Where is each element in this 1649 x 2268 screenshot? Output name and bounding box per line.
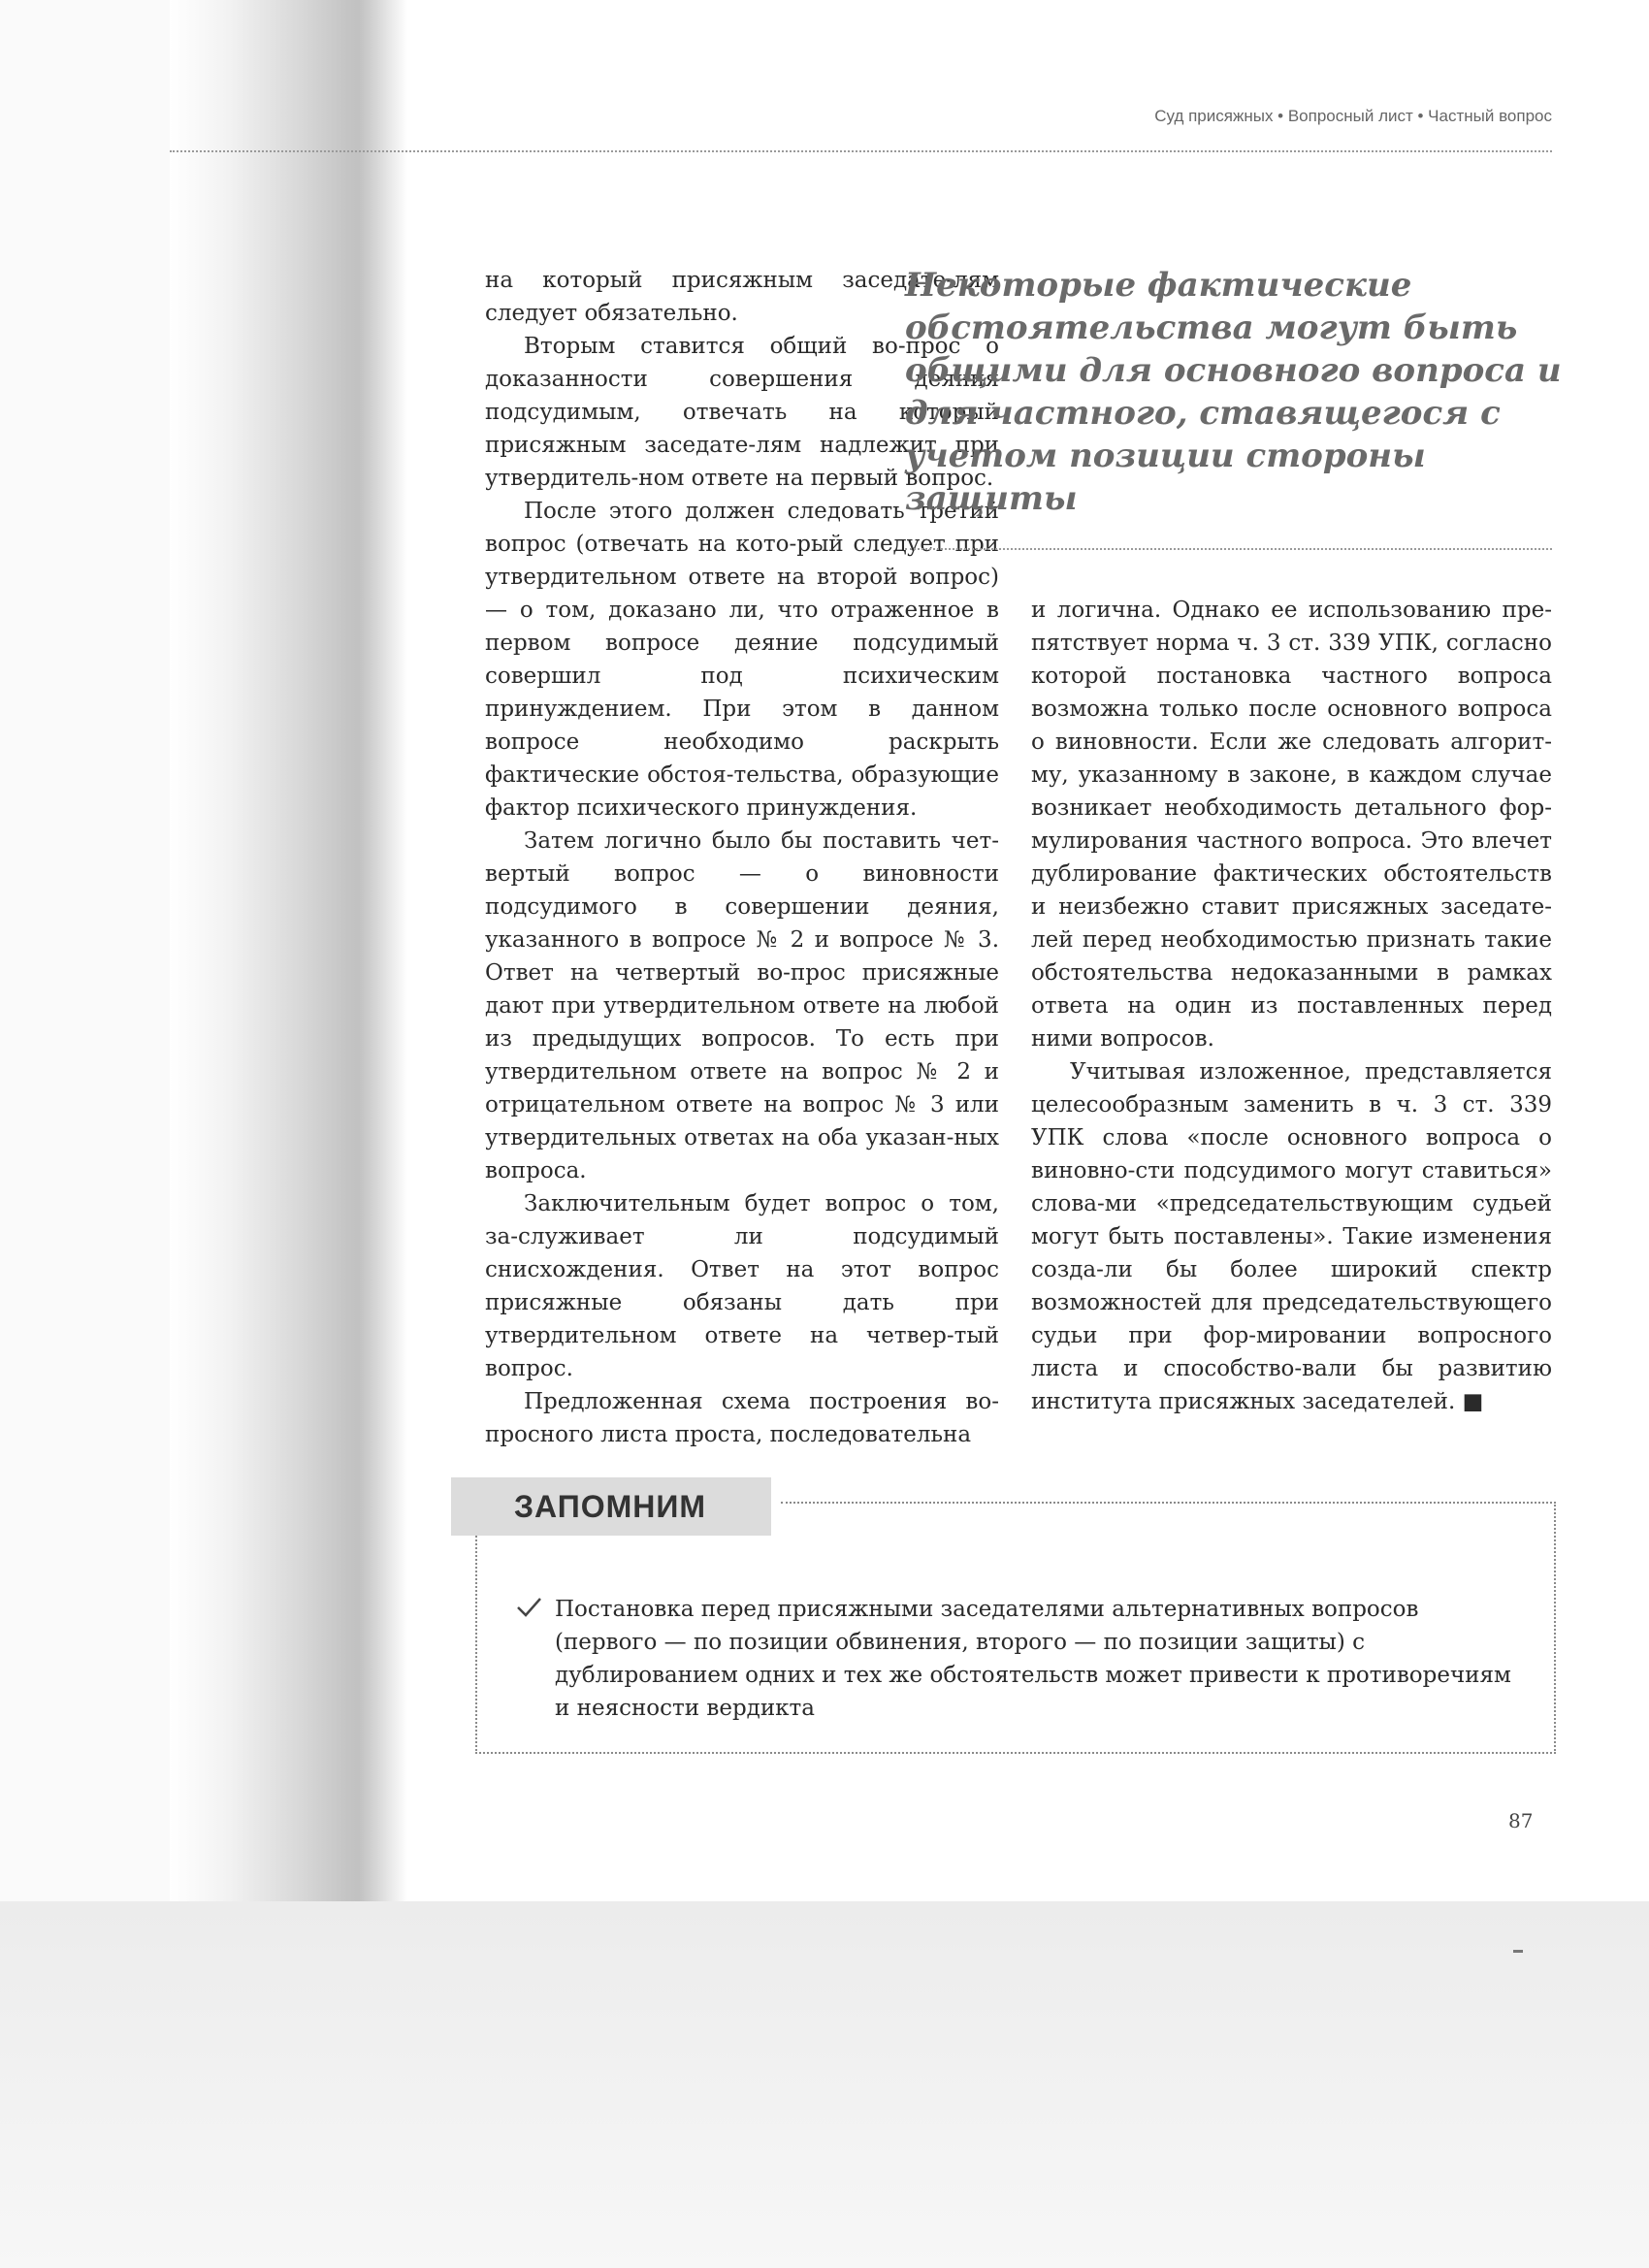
paragraph: Затем логично было бы поставить чет-вертый вопрос — о виновности подсудимого в совершении деяния, указанного в вопросе № 2 и вопросе № 3. Ответ на четвертый во-прос присяжные дают при утвердительном ответе на любой из предыдущих вопросов. То есть при утвердительном ответе на вопрос № 2 и отрицательном ответе на вопрос № 3 или утвердительных ответах на оба указан-ных вопроса.	[485, 828, 999, 1183]
scan-background	[0, 1901, 1649, 2268]
paragraph: Предложенная схема построения во-просного листа проста, последовательна	[485, 1389, 999, 1447]
pull-quote: Некоторые фактические обстоятельства могут быть общими для основного вопроса и для частного, ставящегося с учетом позиции стороны защиты	[905, 266, 1562, 518]
header-divider	[170, 150, 1552, 152]
paragraph: После этого должен следовать третий вопрос (отвечать на кото-рый следует при утвердительном ответе на второй вопрос) — о том, доказано ли, что отраженное в первом вопросе деяние подсудимый совершил под психическим принуждением. При этом в данном вопросе необходимо раскрыть фактические обстоя-тельства, образующие фактор психического принуждения.	[485, 499, 999, 821]
paragraph: на который присяжным заседате-лям следует обязательно.	[485, 268, 999, 326]
checkmark-icon	[514, 1593, 543, 1622]
pull-quote-divider	[905, 548, 1552, 550]
paragraph: Учитывая изложенное, представляется целесообразным заменить в ч. 3 ст. 339 УПК слова «после основного вопроса о виновно-сти подсудимого могут ставиться» слова-ми «председательствующим судьей могут быть поставлены». Такие изменения созда-ли бы более широкий спектр возможностей для председательствующего судьи при фор-мировании вопросного листа и способство-вали бы развитию института присяжных заседателей. ■	[1031, 1059, 1552, 1414]
paragraph: Вторым ставится общий во-прос о доказанности совершения деяния подсудимым, отвечать на который присяжным заседате-лям надлежит при утвердитель-ном ответе на первый вопрос.	[485, 334, 999, 491]
remember-box-header	[451, 1477, 771, 1536]
page-number: 87	[1508, 1809, 1534, 1832]
text-column-2	[1031, 594, 1552, 1418]
paragraph: и логична. Однако ее использованию пре-пятствует норма ч. 3 ст. 339 УПК, согласно которой постановка частного вопроса возможна только после основного вопроса о виновности. Если же следовать алгорит-му, указанному в законе, в каждом случае возникает необходимость детального фор-мулирования частного вопроса. Это влечет дублирование фактических обстоятельств и неизбежно ставит присяжных заседате-лей перед необходимостью признать такие обстоятельства недоказанными в рамках ответа на один из поставленных перед ними вопросов.	[1031, 598, 1552, 1052]
scan-artifact	[1513, 1950, 1523, 1953]
page-fold	[359, 0, 407, 1901]
remember-box-text: Постановка перед присяжными заседателями альтернативных вопросов (первого — по позиции обвинения, второго — по позиции защиты) с дублированием одних и тех же обстоятельств может привести к противоречиям и неясности вердикта	[555, 1597, 1511, 1721]
paragraph: Заключительным будет вопрос о том, за-служивает ли подсудимый снисхождения. Ответ на этот вопрос присяжные обязаны дать при утвердительном ответе на четвер-тый вопрос.	[485, 1191, 999, 1381]
remember-box-title: ЗАПОМНИМ	[514, 1489, 707, 1524]
running-header: Суд присяжных • Вопросный лист • Частный вопрос	[1154, 107, 1552, 125]
left-page-margin	[0, 0, 170, 1901]
